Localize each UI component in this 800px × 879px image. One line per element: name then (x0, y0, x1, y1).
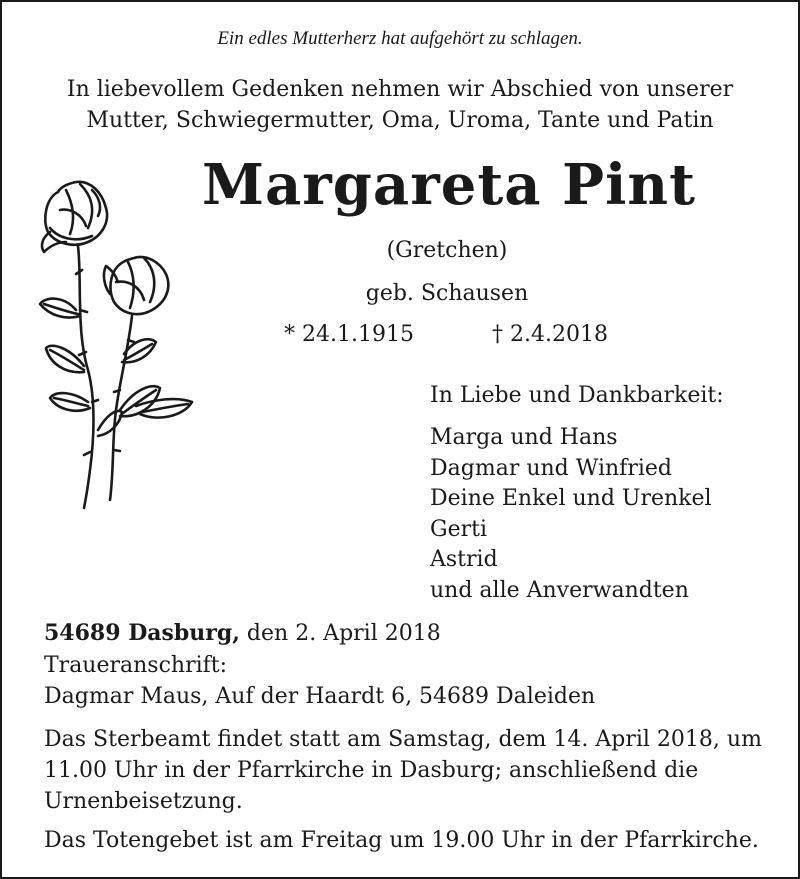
birth-date: * 24.1.1915 (284, 322, 414, 347)
rose-illustration-icon (36, 170, 200, 512)
intro-text (2, 74, 798, 136)
death-date: † 2.4.2018 (492, 322, 608, 347)
mourner-item: Dagmar und Winfried (430, 455, 672, 481)
mourner-item: und alle Anverwandten (430, 577, 689, 603)
place-name: 54689 Dasburg, (44, 620, 240, 646)
motto: Ein edles Mutterherz hat aufgehört zu schlagen. (217, 28, 583, 49)
birth-name: geb. Schausen (365, 281, 529, 306)
notice-date: den 2. April 2018 (239, 621, 441, 646)
mourners-heading: In Liebe und Dankbarkeit: (430, 383, 724, 408)
mourning-address (44, 650, 595, 712)
mourner-item: Gerti (430, 516, 487, 542)
deceased-name: Margareta Pint (202, 152, 696, 218)
address-text: Dagmar Maus, Auf der Haardt 6, 54689 Daleiden (44, 684, 596, 709)
intro-line-2: Mutter, Schwiegermutter, Oma, Uroma, Tante und Patin (86, 108, 714, 133)
mourner-item: Deine Enkel und Urenkel (430, 486, 712, 511)
prayer-text: Das Totengebet ist am Freitag um 19.00 Uhr in der Pfarrkirche. (44, 828, 759, 853)
mourners-list (430, 423, 712, 606)
nickname: (Gretchen) (386, 238, 508, 263)
mourner-item: Marga und Hans (430, 425, 618, 450)
funeral-service-text: Das Sterbeamt findet statt am Samstag, dem 14. April 2018, um 11.00 Uhr in der Pfarrkirche in Dasburg; anschließend die Urnenbeisetzung. (44, 727, 762, 814)
intro-line-1: In liebevollem Gedenken nehmen wir Abschied von unserer (66, 77, 734, 102)
address-label: Traueranschrift: (44, 653, 228, 678)
mourner-item: Astrid (430, 547, 498, 572)
place-date-line (44, 620, 441, 646)
